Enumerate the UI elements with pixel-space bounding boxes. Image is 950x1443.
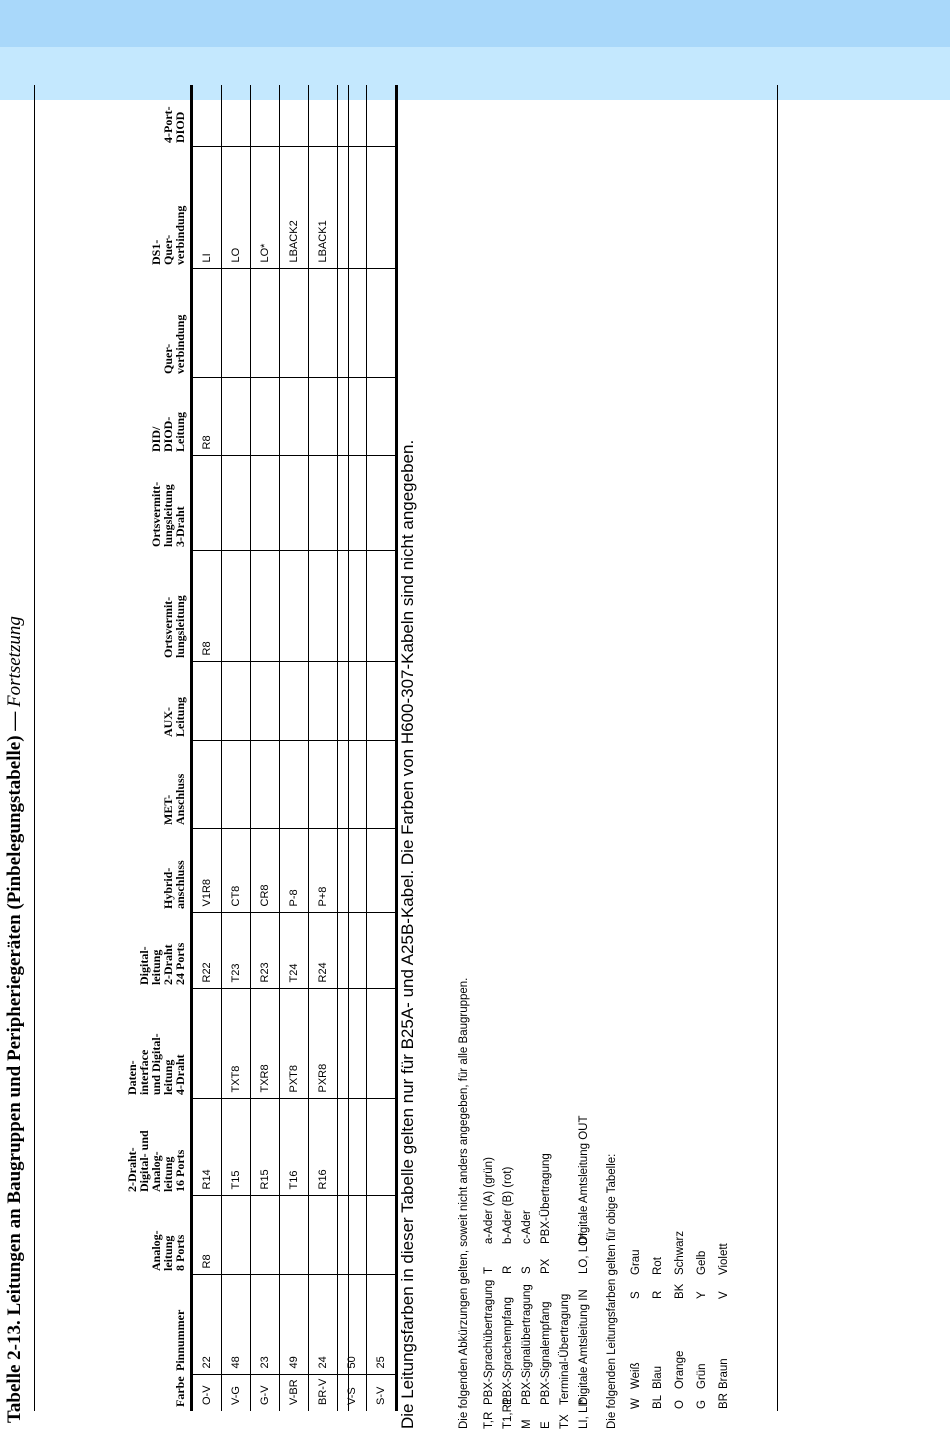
table-header-cell: Ortsvermitt- lungsleitung 3-Draht (110, 456, 192, 551)
table-header-cell: 2-Draht- Digital- und Analog- leitung 16 Ports (110, 1099, 192, 1196)
table-cell: LI (192, 147, 222, 269)
color-k2: R (652, 1290, 664, 1299)
color-n2: Violett (718, 1243, 730, 1275)
table-cell: 24 (309, 1275, 338, 1375)
abbreviation-text: PBX-Sprachempfang (502, 1296, 514, 1405)
table-cell (309, 741, 338, 829)
page-title-continuation: Fortsetzung (4, 616, 25, 707)
middle-rule (348, 85, 349, 1411)
table-cell (338, 378, 367, 456)
color-k1: G (696, 1400, 708, 1409)
abbreviations-intro: Die folgenden Abkürzungen gelten, soweit nicht anders angegeben, für alle Baugruppen. (458, 977, 470, 1429)
table-cell (338, 989, 367, 1099)
color-k2: S (630, 1291, 642, 1299)
table-cell: LO (222, 147, 251, 269)
table-cell (309, 1196, 338, 1275)
table-cell: TXR8 (251, 989, 280, 1099)
colors-intro: Die folgenden Leitungsfarben gelten für obige Tabelle: (606, 1153, 618, 1429)
table-row (338, 85, 367, 1411)
table-cell: LBACK1 (309, 147, 338, 269)
table-cell: G-V (251, 1375, 280, 1411)
table-cell: S-V (367, 1375, 397, 1411)
table-cell: 23 (251, 1275, 280, 1375)
table-header-cell: Quer- verbindung (110, 269, 192, 378)
table-cell (367, 378, 397, 456)
table-cell (309, 551, 338, 662)
table-cell: V-G (222, 1375, 251, 1411)
abbreviation-code2: PX (540, 1258, 552, 1274)
abbreviation-code: T1,R1 (502, 1397, 514, 1429)
table-cell (338, 456, 367, 551)
table-cell (222, 662, 251, 741)
table-cell (367, 269, 397, 378)
table-cell (280, 378, 309, 456)
table-cell: 22 (192, 1275, 222, 1375)
table-row (280, 85, 309, 1411)
table-cell (367, 989, 397, 1099)
table-header-cell: Pinnummer (110, 1275, 192, 1375)
table-cell: R14 (192, 1099, 222, 1196)
table-cell (367, 913, 397, 989)
table-cell (338, 913, 367, 989)
table-row (222, 85, 251, 1411)
abbreviation-text: Digitale Amtsleitung IN (578, 1289, 590, 1405)
abbreviation-text: PBX-Signalempfang (540, 1301, 552, 1405)
table-cell: TXT8 (222, 989, 251, 1099)
table-cell (222, 85, 251, 147)
table-cell (367, 829, 397, 913)
table-cell (338, 269, 367, 378)
table-header-cell: AUX- Leitung (110, 662, 192, 741)
table-header-row (110, 85, 192, 1411)
table-cell: R22 (192, 913, 222, 989)
top-rule (34, 85, 35, 1411)
bottom-rule (777, 85, 778, 1411)
color-k1: BL (652, 1394, 664, 1409)
table-cell (192, 85, 222, 147)
table-cell (367, 1099, 397, 1196)
table-row (367, 85, 397, 1411)
abbreviation-code: TX (559, 1414, 571, 1429)
table-cell (192, 741, 222, 829)
table-header-cell: Hybrid- anschluss (110, 829, 192, 913)
table-cell (338, 147, 367, 269)
table-cell: R8 (192, 1196, 222, 1275)
table-cell: 49 (280, 1275, 309, 1375)
table-cell (222, 1196, 251, 1275)
table-cell (251, 456, 280, 551)
table-cell (309, 378, 338, 456)
table-row (251, 85, 280, 1411)
table-cell (367, 147, 397, 269)
abbreviation-code2: LO, LO* (578, 1232, 590, 1274)
table-cell: PXR8 (309, 989, 338, 1099)
abbreviation-code2: T (483, 1266, 495, 1274)
abbreviation-text: Terminal-Übertragung (559, 1293, 571, 1405)
table-cell (367, 1196, 397, 1275)
color-k1: BR (718, 1393, 730, 1409)
table-cell (222, 741, 251, 829)
page-title-text: Tabelle 2-13. Leitungen an Baugruppen und Peripheriegeräten (Pinbelegungstabelle) — (4, 706, 25, 1423)
table-cell (338, 85, 367, 147)
color-n1: Braun (718, 1358, 730, 1389)
table-cell: O-V (192, 1375, 222, 1411)
color-n1: Grün (696, 1363, 708, 1389)
table-cell (338, 551, 367, 662)
abbreviation-code: LI, LI* (578, 1398, 590, 1429)
page-title (4, 616, 26, 1423)
color-n2: Gelb (696, 1250, 708, 1275)
table-cell: T16 (280, 1099, 309, 1196)
table-cell (338, 1196, 367, 1275)
table-cell: T23 (222, 913, 251, 989)
table-cell (280, 662, 309, 741)
abbreviation-text2: a-Ader (A) (grün) (483, 1157, 495, 1244)
table-cell: R16 (309, 1099, 338, 1196)
abbreviation-code2: R (502, 1265, 514, 1274)
table-cell (192, 662, 222, 741)
table-cell (222, 378, 251, 456)
table-header-cell: Daten- interface und Digital- leitung 4-Draht (110, 989, 192, 1099)
table-cell (367, 741, 397, 829)
cable-color-note: Die Leitungsfarben in dieser Tabelle gelten nur für B25A- und A25B-Kabel. Die Farben von H600-307-Kabeln sind nicht angegeben. (398, 439, 417, 1429)
color-k1: W (630, 1398, 642, 1409)
table-cell (251, 741, 280, 829)
abbreviation-code: M (521, 1419, 533, 1429)
abbreviation-text: PBX-Sprachübertragung (483, 1279, 495, 1405)
abbreviation-text: PBX-Signalübertragung (521, 1284, 533, 1405)
table-body (192, 85, 397, 1411)
table-cell: 48 (222, 1275, 251, 1375)
table-cell: T24 (280, 913, 309, 989)
table-cell: T15 (222, 1099, 251, 1196)
table-cell (338, 1099, 367, 1196)
table-cell (251, 85, 280, 147)
abbreviation-text2: b-Ader (B) (rot) (502, 1166, 514, 1244)
table-cell (338, 662, 367, 741)
table-header-cell: Analog- leitung 8 Ports (110, 1196, 192, 1275)
table-cell: V1R8 (192, 829, 222, 913)
table-cell (192, 456, 222, 551)
abbreviation-text2: PBX-Übertragung (540, 1153, 552, 1244)
table-row (309, 85, 338, 1411)
color-n1: Blau (652, 1365, 664, 1389)
table-cell (192, 989, 222, 1099)
table-cell: 50 (338, 1275, 367, 1375)
table-cell (251, 551, 280, 662)
abbreviation-code: T,R (483, 1411, 495, 1429)
color-n2: Schwarz (674, 1230, 686, 1275)
table-cell: CR8 (251, 829, 280, 913)
color-k2: V (718, 1291, 730, 1299)
table-cell (222, 551, 251, 662)
table-cell: V-S (338, 1375, 367, 1411)
table-cell (280, 269, 309, 378)
abbreviation-code: E (540, 1421, 552, 1429)
table-cell: 25 (367, 1275, 397, 1375)
table-cell: P+8 (309, 829, 338, 913)
color-n2: Grau (630, 1249, 642, 1275)
table-cell (222, 456, 251, 551)
table-cell (251, 378, 280, 456)
color-k1: O (674, 1400, 686, 1409)
table-row (192, 85, 222, 1411)
table-cell (280, 1196, 309, 1275)
table-cell: V-BR (280, 1375, 309, 1411)
table-cell (251, 269, 280, 378)
table-cell (309, 85, 338, 147)
color-n2: Rot (652, 1257, 664, 1275)
table-cell (251, 662, 280, 741)
table-cell (367, 456, 397, 551)
table-header-cell: DID/ DIOD- Leitung (110, 378, 192, 456)
table-cell (280, 456, 309, 551)
table-cell (338, 829, 367, 913)
table-cell: LO* (251, 147, 280, 269)
table-cell (309, 269, 338, 378)
abbreviation-text2: Digitale Amtsleitung OUT (578, 1115, 590, 1244)
pin-assignment-table (110, 85, 398, 1411)
color-n1: Orange (674, 1350, 686, 1389)
table-cell (309, 456, 338, 551)
table-cell: BR-V (309, 1375, 338, 1411)
table-header-cell: Digital- leitung 2-Draht 24 Ports (110, 913, 192, 989)
table-header-cell: DS1- Quer- verbindung (110, 147, 192, 269)
color-k2: Y (696, 1291, 708, 1299)
table-cell: R15 (251, 1099, 280, 1196)
table-cell: P-8 (280, 829, 309, 913)
table-cell: PXT8 (280, 989, 309, 1099)
table-cell: LBACK2 (280, 147, 309, 269)
table-header-cell: MET- Anschluss (110, 741, 192, 829)
table-cell (280, 551, 309, 662)
table-header-cell: Farbe (110, 1375, 192, 1411)
table-cell (367, 85, 397, 147)
abbreviation-code2: S (521, 1266, 533, 1274)
table-cell (192, 269, 222, 378)
table-header-cell: Ortsvermit- lungsleitung (110, 551, 192, 662)
abbreviation-text2: c-Ader (521, 1210, 533, 1244)
table-cell: R23 (251, 913, 280, 989)
table-cell (222, 269, 251, 378)
color-n1: Weiß (630, 1362, 642, 1389)
table-cell: R8 (192, 378, 222, 456)
table-cell (251, 1196, 280, 1275)
table-cell: R24 (309, 913, 338, 989)
table-cell (280, 85, 309, 147)
table-cell: CT8 (222, 829, 251, 913)
table-cell (367, 551, 397, 662)
table-cell (280, 741, 309, 829)
table-cell: R8 (192, 551, 222, 662)
table-header-cell: 4-Port- DIOD (110, 85, 192, 147)
table-cell (309, 662, 338, 741)
color-k2: BK (674, 1283, 686, 1299)
table-cell (367, 662, 397, 741)
table-cell (338, 741, 367, 829)
